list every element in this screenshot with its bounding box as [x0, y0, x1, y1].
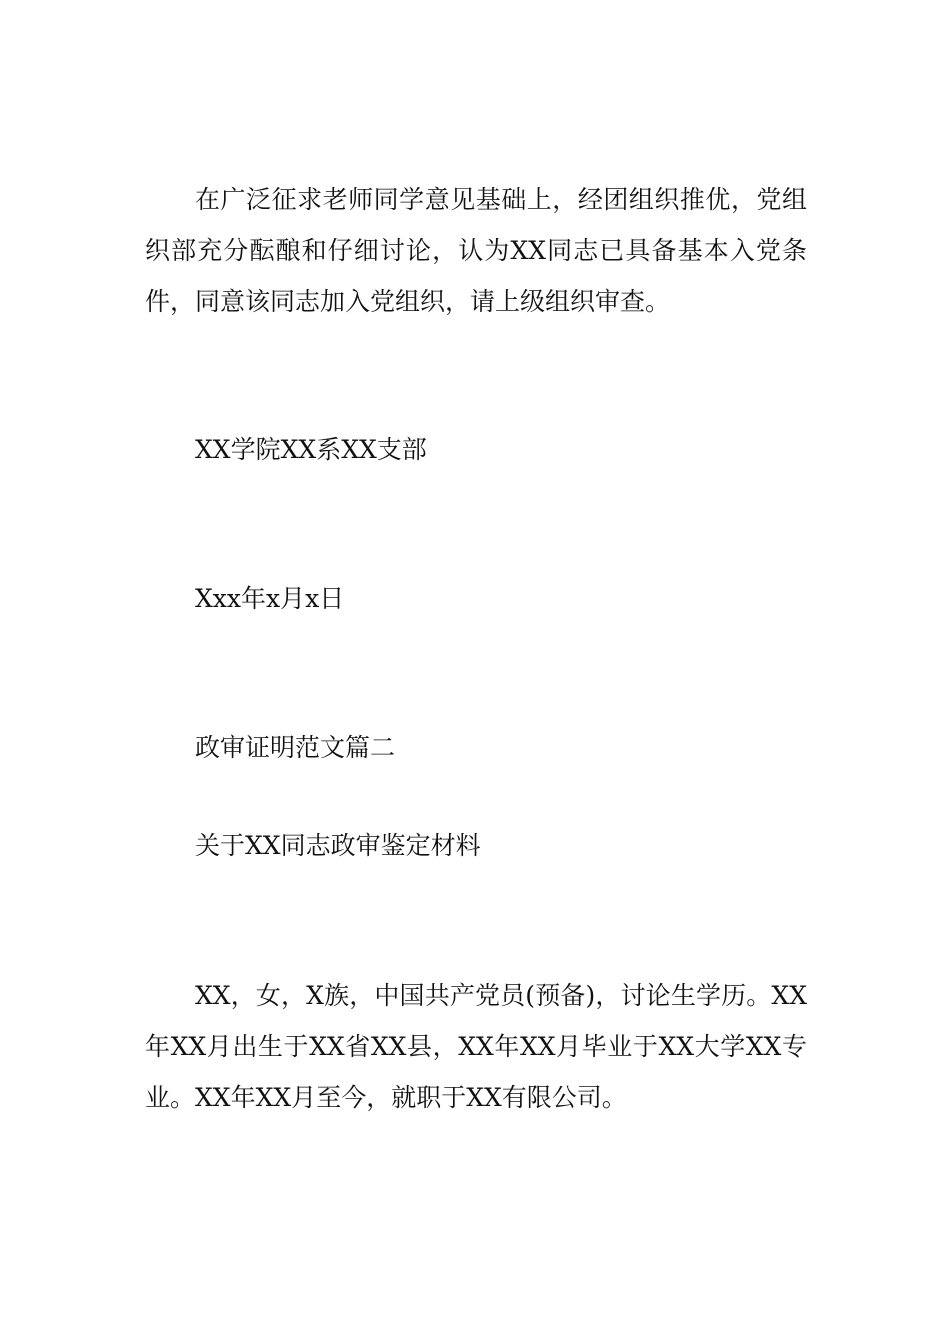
profile-paragraph: XX，女，X族，中国共产党员(预备)，讨论生学历。XX年XX月出生于XX省XX县，XX年XX月毕业于XX大学XX专业。XX年XX月至今，就职于XX有限公司。 — [145, 981, 807, 1112]
branch-signature: XX学院XX系XX支部 — [195, 435, 427, 464]
section-title: 政审证明范文篇二 — [195, 733, 396, 762]
signature-date: Xxx年x月x日 — [195, 584, 345, 613]
material-title: 关于XX同志政审鉴定材料 — [195, 831, 481, 860]
approval-paragraph: 在广泛征求老师同学意见基础上，经团组织推优，党组织部充分酝酿和仔细讨论，认为XX同志已具备基本入党条件，同意该同志加入党组织，请上级组织审查。 — [145, 185, 807, 316]
